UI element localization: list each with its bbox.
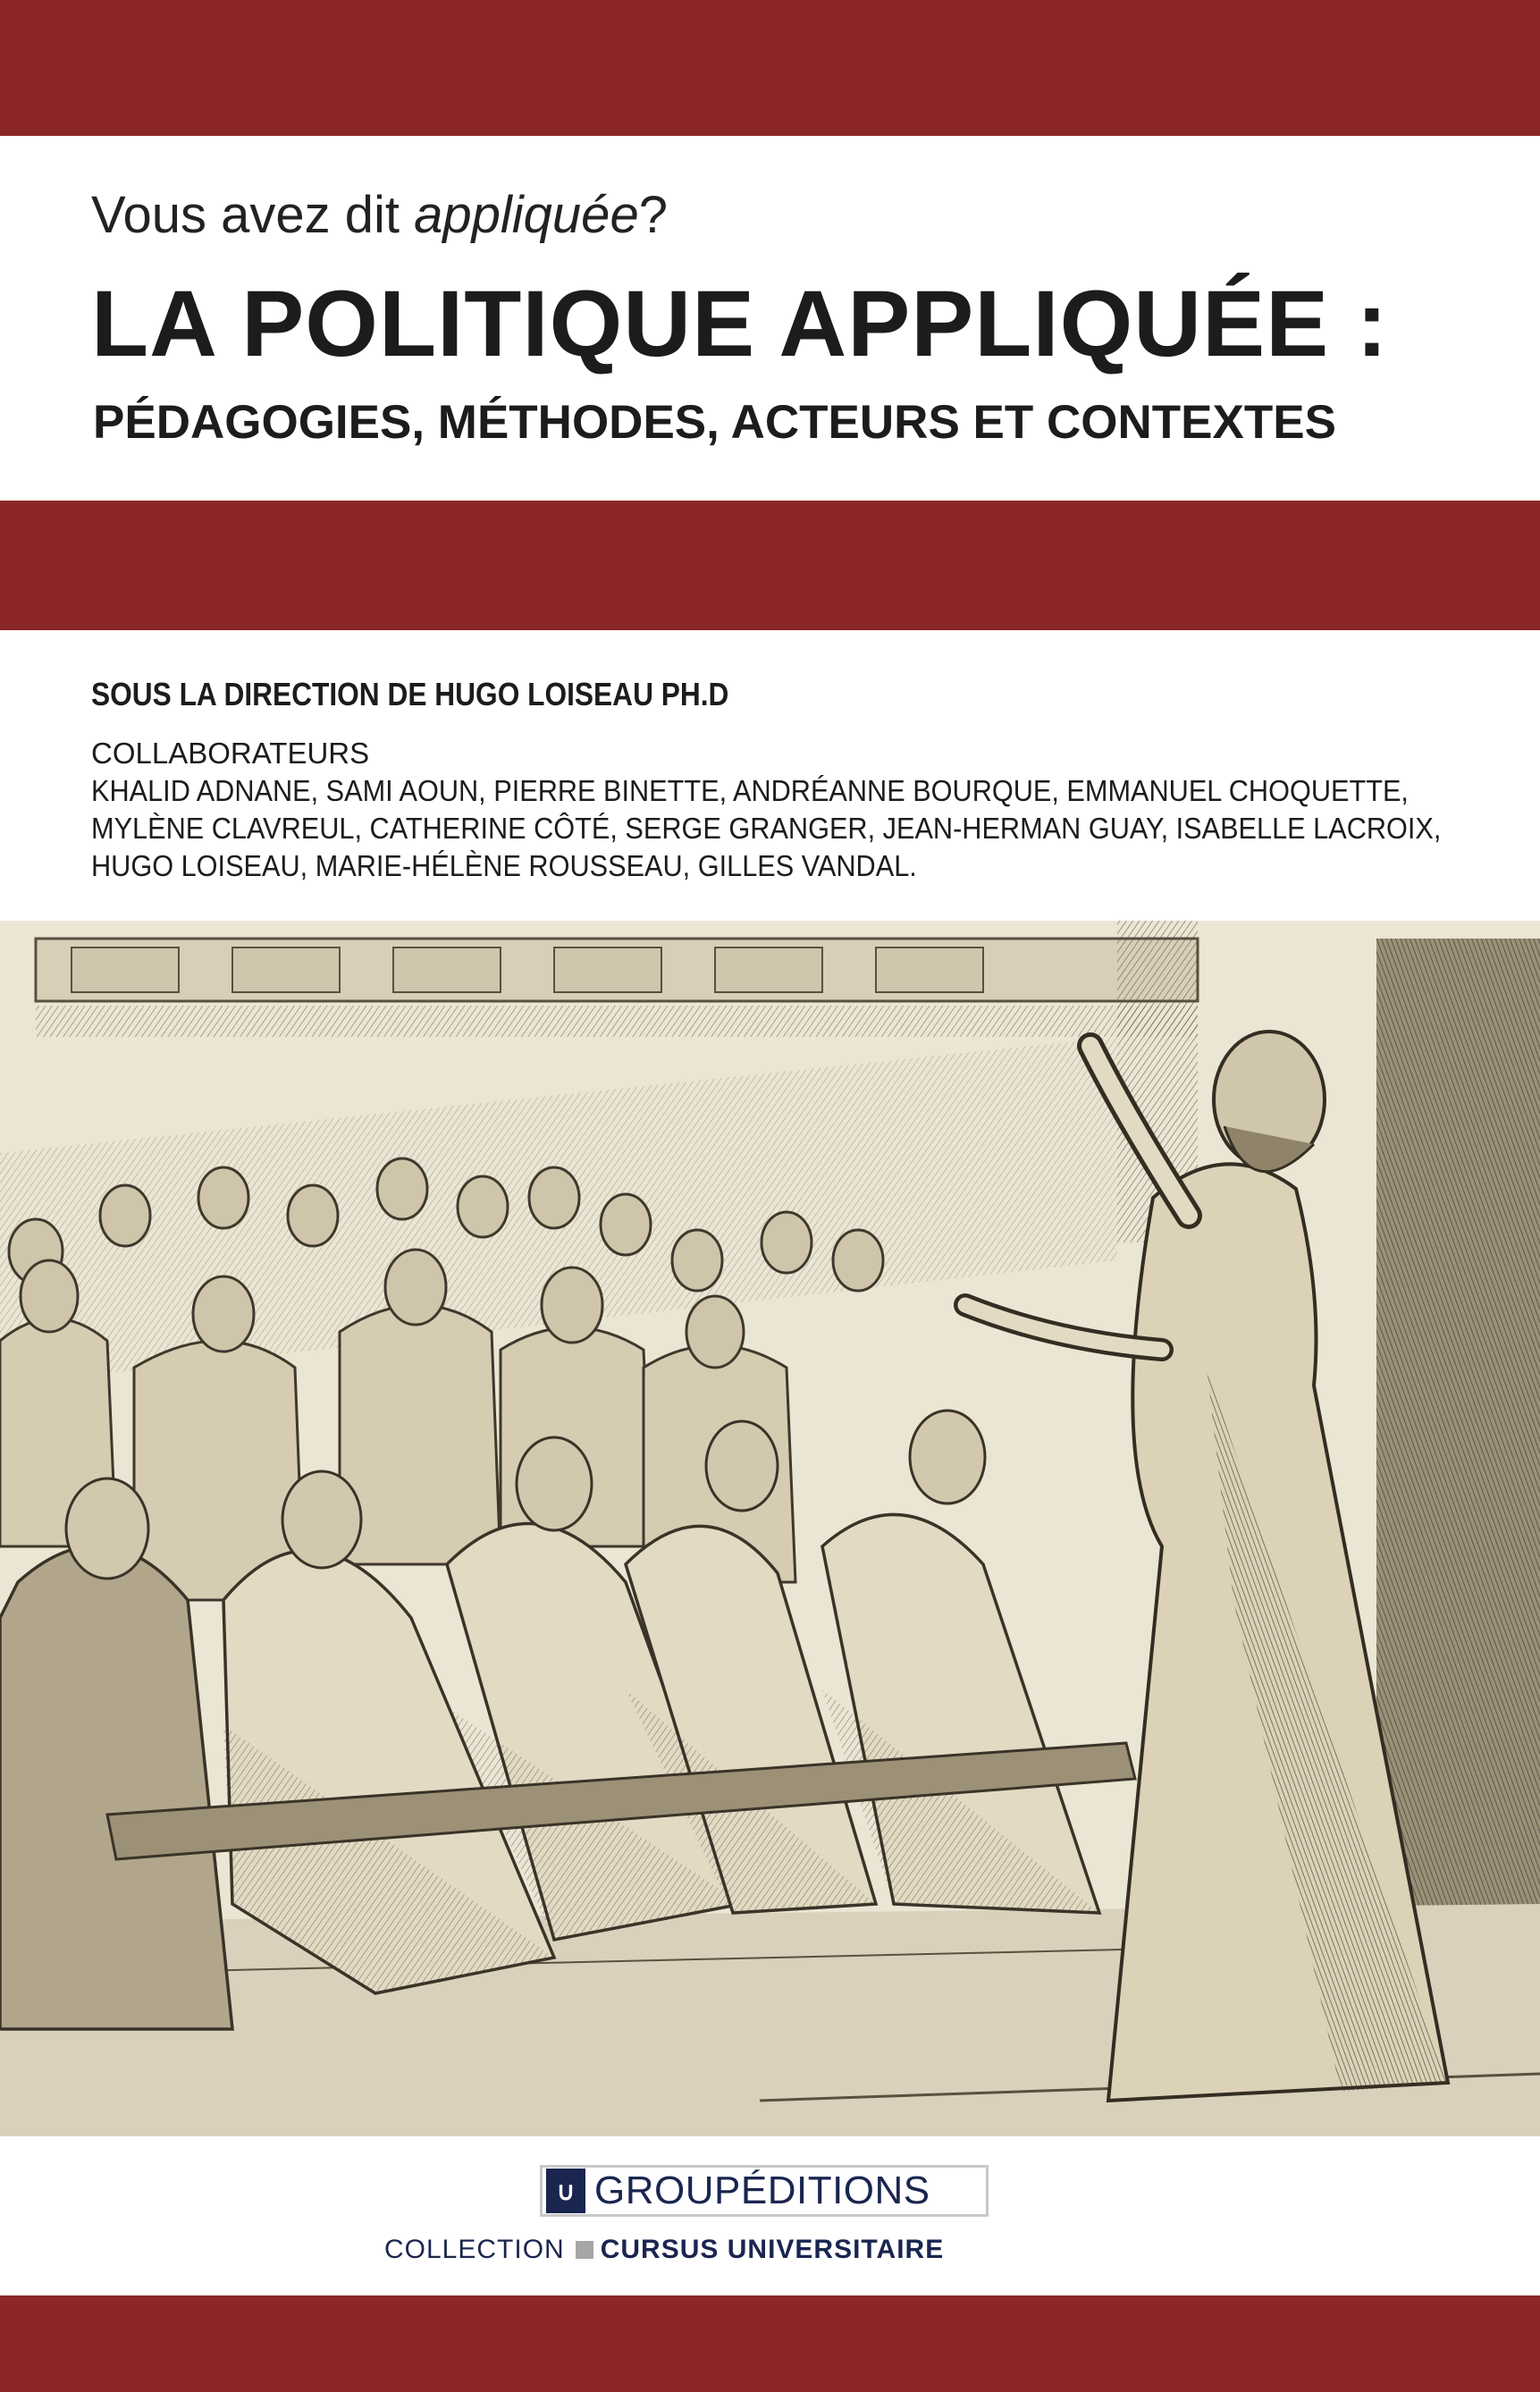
collaborators-line: KHALID ADNANE, SAMI AOUN, PIERRE BINETTE, ANDRÉANNE BOURQUE, EMMANUEL CHOQUETTE, bbox=[91, 774, 1409, 807]
editor-credit: SOUS LA DIRECTION DE HUGO LOISEAU PH.D bbox=[91, 676, 729, 712]
tagline-italic: appliquée bbox=[414, 186, 639, 244]
tagline bbox=[91, 186, 668, 244]
collection-label: COLLECTION bbox=[384, 2235, 565, 2264]
publisher-name: GROUPÉDITIONS bbox=[594, 2169, 930, 2212]
bottom-color-band bbox=[0, 2295, 1540, 2392]
top-color-band bbox=[0, 0, 1540, 136]
engraving-illustration bbox=[0, 921, 1540, 2136]
tagline-text: Vous avez dit bbox=[91, 186, 415, 244]
collaborators-line: MYLÈNE CLAVREUL, CATHERINE CÔTÉ, SERGE GRANGER, JEAN-HERMAN GUAY, ISABELLE LACROIX, bbox=[91, 812, 1442, 845]
book-title: LA POLITIQUE APPLIQUÉE : bbox=[91, 272, 1389, 376]
middle-color-band bbox=[0, 501, 1540, 630]
book-subtitle: PÉDAGOGIES, MÉTHODES, ACTEURS ET CONTEXTES bbox=[93, 396, 1336, 449]
separator-square-icon bbox=[576, 2241, 593, 2259]
publisher-logo bbox=[540, 2165, 989, 2217]
collaborators-heading: COLLABORATEURS bbox=[91, 737, 370, 770]
cover-engraving bbox=[0, 921, 1540, 2136]
tagline-question-mark: ? bbox=[638, 186, 668, 244]
collaborators-line: HUGO LOISEAU, MARIE-HÉLÈNE ROUSSEAU, GILLES VANDAL. bbox=[91, 849, 917, 882]
publisher-logo-icon: ∪ bbox=[546, 2169, 585, 2213]
collection-name: CURSUS UNIVERSITAIRE bbox=[600, 2235, 945, 2264]
collection-line bbox=[384, 2235, 944, 2265]
